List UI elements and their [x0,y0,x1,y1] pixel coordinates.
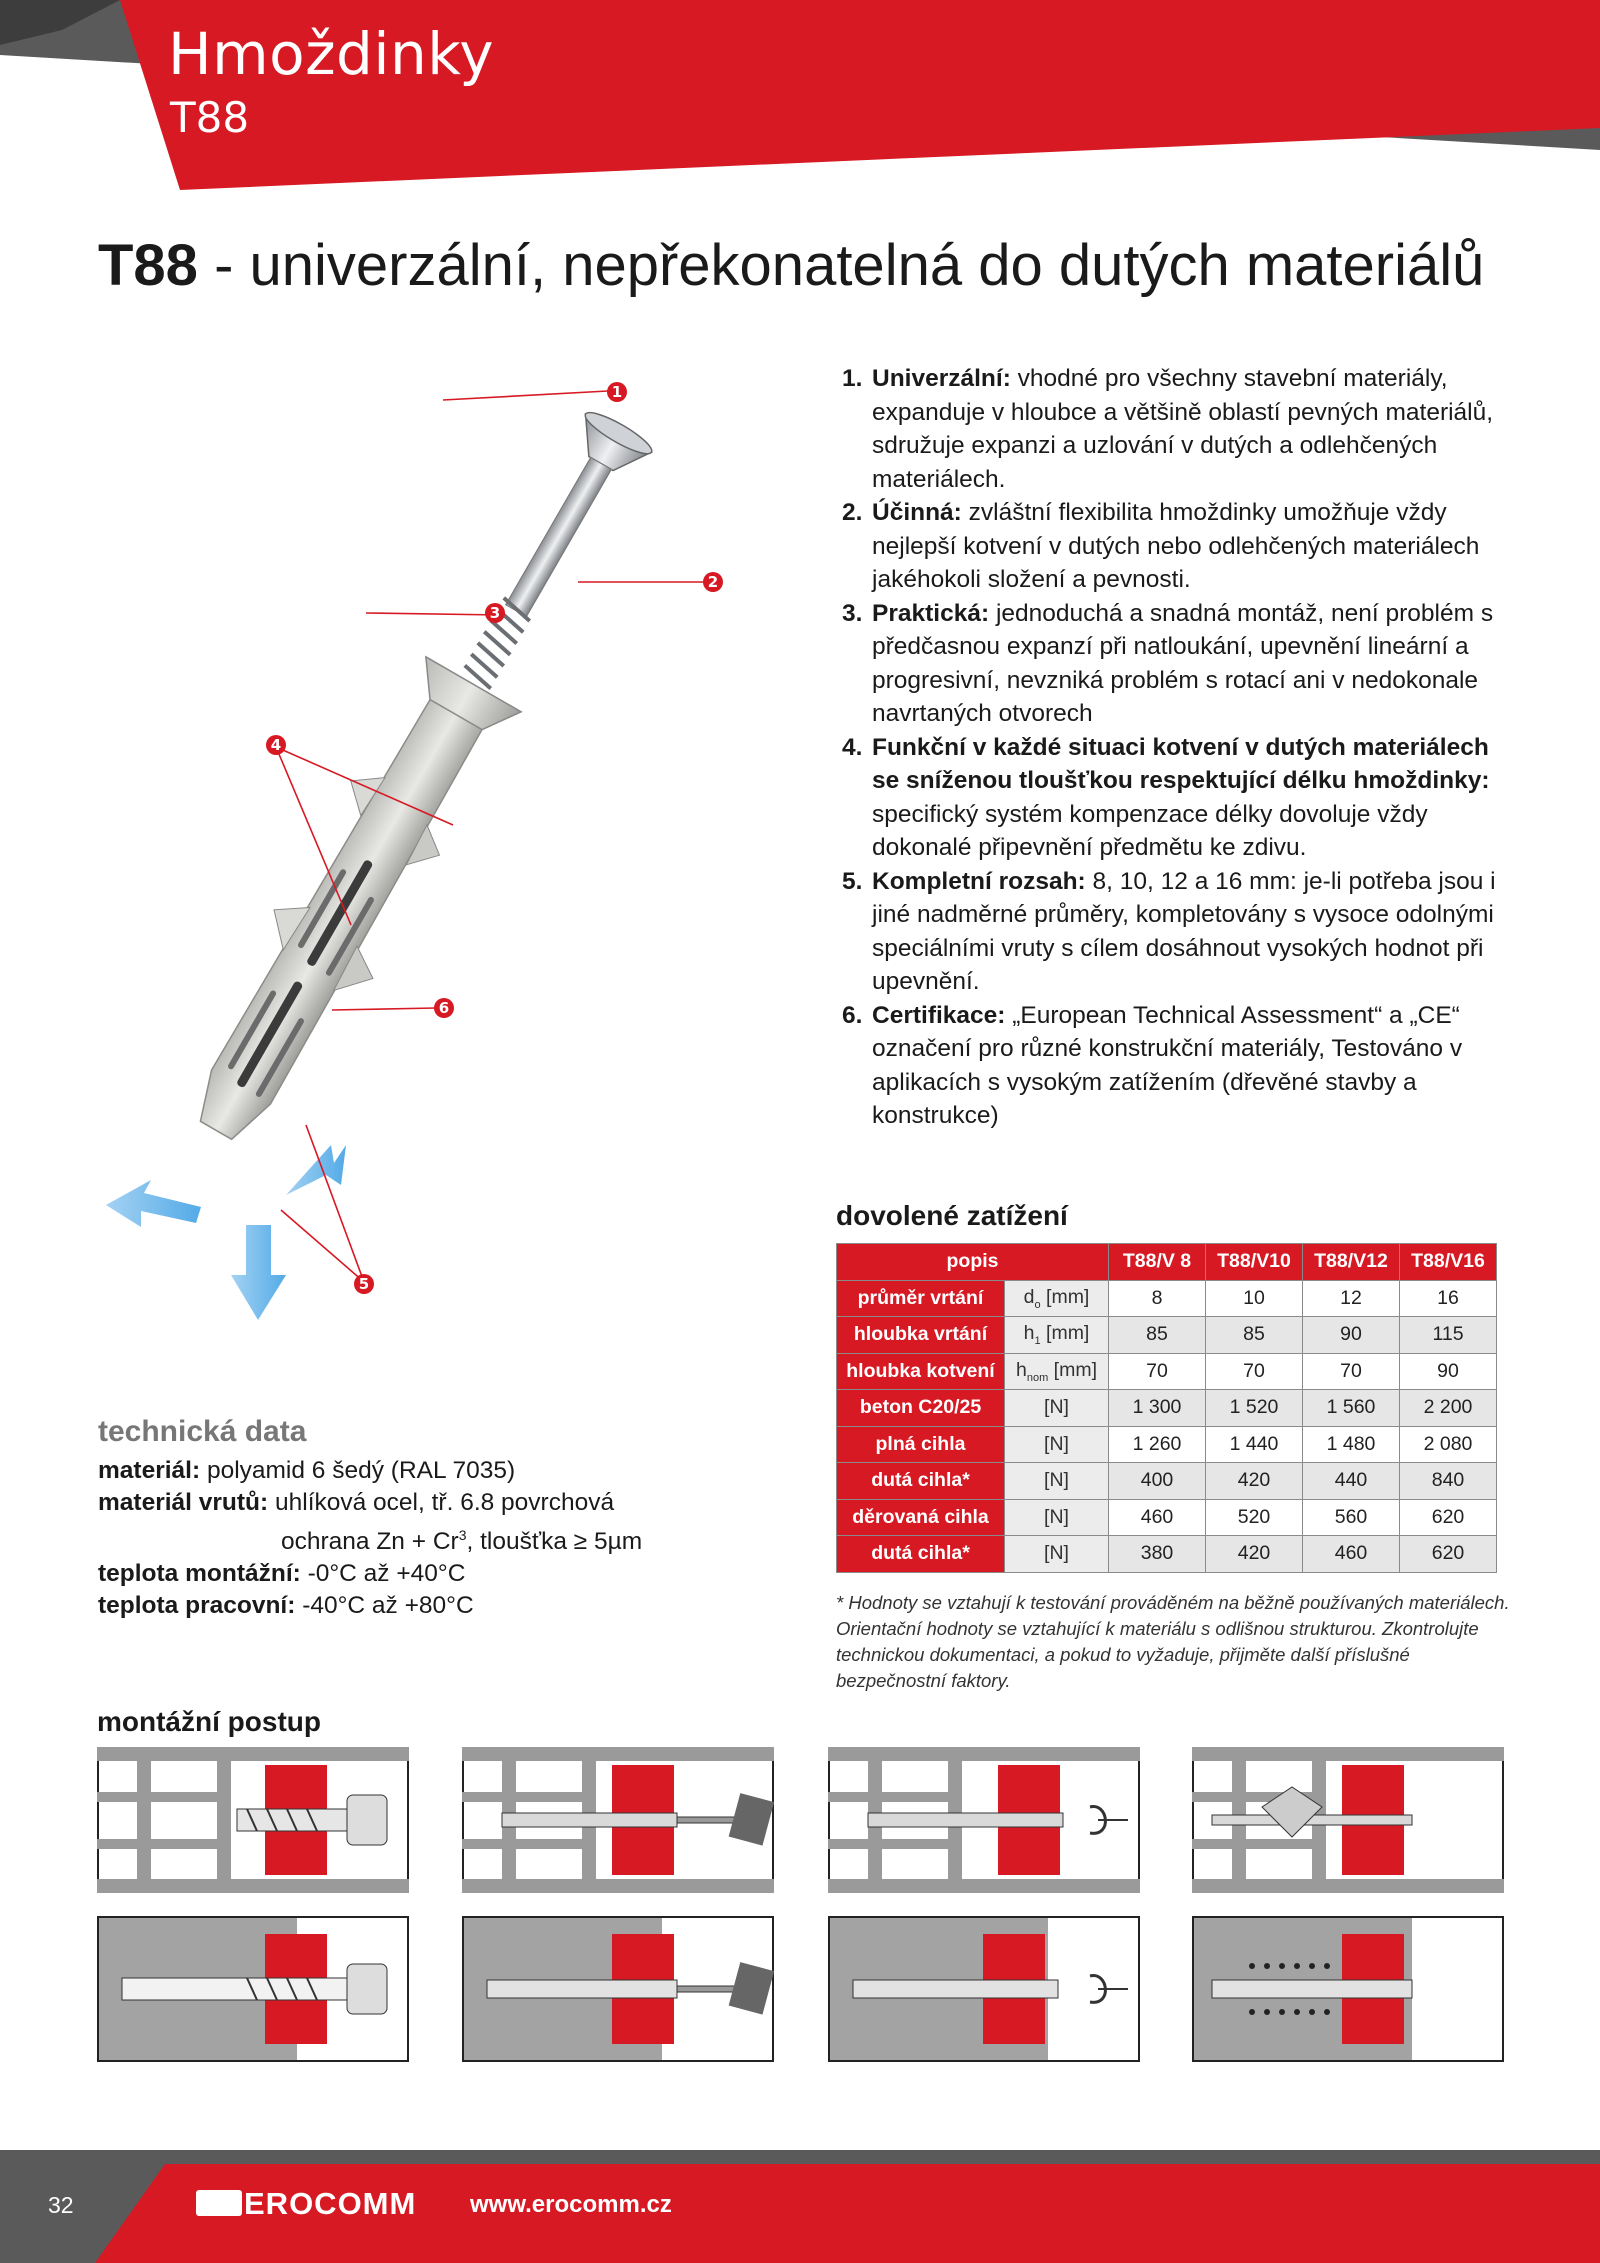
page-title-rest: - univerzální, nepřekonatelná do dutých materiálů [197,233,1485,298]
table-row [837,1536,1497,1573]
mounting-step-solid-1 [97,1916,409,2062]
page-number: 32 [48,2192,74,2218]
feature-item: 4. Funkční v každé situaci kotvení v dutých materiálech se sníženou tloušťkou respektující délku hmoždinky: specifický systém kompenzace délky dovoluje vždy dokonalé připevnění předmětu ke zdivu. [842,733,1490,861]
table-cell: 380 [1109,1536,1206,1573]
table-footnote: * Hodnoty se vztahují k testování prováděném na běžně používaných materiálech. Orientační hodnoty se vztahující k materiálu s odlišnou strukturou. Zkontrolujte technickou dokumentaci, a pokud to vyžaduje, přijměte další příslušné bezpečnostní faktory. [836,1592,1510,1691]
row-label: děrovaná cihla [837,1499,1005,1536]
feature-item: 5. Kompletní rozsah: 8, 10, 12 a 16 mm: je-li potřeba jsou i jiné nadměrné průměry, kompletovány s vysoce odolnými speciálními vruty s cílem dosáhnout vysokých hodnot při upevnění. [842,867,1496,995]
svg-text:6: 6 [438,999,450,1017]
section-title: Hmoždinky [168,20,495,88]
svg-text:4: 4 [270,736,282,754]
column-header: T88/V12 [1303,1244,1400,1281]
callout-6 [434,998,454,1018]
product-illustration [96,345,816,1335]
callout-3 [485,603,505,623]
table-cell: 1 480 [1303,1426,1400,1463]
feature-item: 2. Účinná: zvláštní flexibilita hmoždinky umožňuje vždy nejlepší kotvení v dutých nebo odlehčených materiálech jakéhokoli složení a pevnosti. [842,499,1480,593]
callout-1 [607,382,627,402]
row-unit: [N] [1005,1499,1109,1536]
table-cell: 12 [1303,1280,1400,1317]
row-unit: $d_o$ [mm] [1005,1280,1109,1317]
table-cell: 460 [1109,1499,1206,1536]
row-label: průměr vrtání [837,1280,1005,1317]
tech-material: materiál: polyamid 6 šedý (RAL 7035) [98,1457,516,1484]
table-cell: 460 [1303,1536,1400,1573]
brand-name: EROCOMM [244,2186,417,2221]
table-row [837,1390,1497,1427]
column-header: popis [837,1244,1109,1281]
table-cell: 560 [1303,1499,1400,1536]
row-label: dutá cihla* [837,1536,1005,1573]
table-cell: 85 [1206,1317,1303,1354]
table-row [837,1317,1497,1354]
tech-screw-material: materiál vrutů: uhlíková ocel, tř. 6.8 povrchová [98,1489,615,1516]
row-unit: [N] [1005,1426,1109,1463]
page-title-product: T88 [98,233,198,298]
mounting-step-hollow-3 [828,1747,1140,1893]
table-cell: 440 [1303,1463,1400,1500]
load-table-heading: dovolené zatížení [836,1200,1068,1231]
row-unit: [N] [1005,1536,1109,1573]
mounting-step-hollow-4 [1192,1747,1504,1893]
brand-logo-icon [196,2190,242,2216]
svg-text:1: 1 [611,383,623,401]
row-label: hloubka vrtání [837,1317,1005,1354]
row-unit: [N] [1005,1390,1109,1427]
mounting-step-solid-2 [462,1916,774,2062]
row-label: hloubka kotvení [837,1353,1005,1390]
table-cell: 520 [1206,1499,1303,1536]
tech-screw-coating: ochrana $Zn + Cr^3$, tloušťka ≥ 5µm [281,1527,643,1556]
table-cell: 620 [1400,1499,1497,1536]
table-cell: 1 300 [1109,1390,1206,1427]
mounting-step-solid-4 [1192,1916,1504,2062]
tech-mount-temp: teplota montážní: -0°C až +40°C [98,1560,466,1588]
website-link[interactable]: www.erocomm.cz [470,2191,672,2218]
table-cell: 1 560 [1303,1390,1400,1427]
feature-item: 6. Certifikace: „European Technical Assessment“ a „CE“ označení pro různé konstrukční materiály, Testováno v aplikacích s vysokým zatížením (dřevěné stavby a konstrukce) [842,1001,1463,1129]
tech-work-temp: teplota pracovní: -40°C až +80°C [98,1592,474,1620]
table-cell: 115 [1400,1317,1497,1354]
table-cell: 10 [1206,1280,1303,1317]
table-cell: 2 200 [1400,1390,1497,1427]
row-unit: $h_{nom}$ [mm] [1005,1353,1109,1390]
table-row [837,1280,1497,1317]
table-cell: 620 [1400,1536,1497,1573]
table-cell: 1 260 [1109,1426,1206,1463]
table-cell: 85 [1109,1317,1206,1354]
page-title [98,232,1484,299]
section-subtitle: T88 [170,93,250,142]
row-label: beton C20/25 [837,1390,1005,1427]
table-cell: 420 [1206,1536,1303,1573]
table-cell: 70 [1109,1353,1206,1390]
table-cell: 90 [1303,1317,1400,1354]
tech-data-heading: technická data [98,1415,307,1448]
mounting-step-hollow-1 [97,1747,409,1893]
feature-list [842,362,1522,1133]
table-cell: 90 [1400,1353,1497,1390]
table-cell: 840 [1400,1463,1497,1500]
table-cell: 420 [1206,1463,1303,1500]
column-header: T88/V10 [1206,1244,1303,1281]
table-row [837,1426,1497,1463]
svg-text:2: 2 [707,573,719,591]
table-row [837,1463,1497,1500]
table-cell: 16 [1400,1280,1497,1317]
table-row [837,1353,1497,1390]
table-cell: 1 440 [1206,1426,1303,1463]
table-cell: 70 [1303,1353,1400,1390]
callout-2 [703,572,723,592]
column-header: T88/V 8 [1109,1244,1206,1281]
load-table [836,1243,1497,1573]
table-cell: 70 [1206,1353,1303,1390]
feature-item: 3. Praktická: jednoduchá a snadná montáž, není problém s předčasnou expanzí při natloukání, upevnění lineární a progresivní, nevzniká problém s rotací ani v nedokonale navrtaných otvorech [842,599,1494,727]
table-header-row [837,1244,1497,1281]
row-unit: $h_1$ [mm] [1005,1317,1109,1354]
svg-text:5: 5 [358,1275,370,1293]
mounting-heading: montážní postup [97,1706,321,1737]
svg-text:3: 3 [489,604,501,622]
mounting-step-hollow-2 [462,1747,774,1893]
callout-4 [266,735,286,755]
table-cell: 8 [1109,1280,1206,1317]
table-cell: 400 [1109,1463,1206,1500]
callout-5 [354,1274,374,1294]
mounting-step-solid-3 [828,1916,1140,2062]
table-row [837,1499,1497,1536]
feature-item: 1. Univerzální: vhodné pro všechny stavební materiály, expanduje v hloubce a většině oblastí pevných materiálů, sdružuje expanzi a uzlování v dutých a odlehčených materiálech. [842,365,1494,493]
table-cell: 1 520 [1206,1390,1303,1427]
row-label: plná cihla [837,1426,1005,1463]
table-cell: 2 080 [1400,1426,1497,1463]
row-unit: [N] [1005,1463,1109,1500]
column-header: T88/V16 [1400,1244,1497,1281]
tech-data [98,1455,738,1622]
row-label: dutá cihla* [837,1463,1005,1500]
